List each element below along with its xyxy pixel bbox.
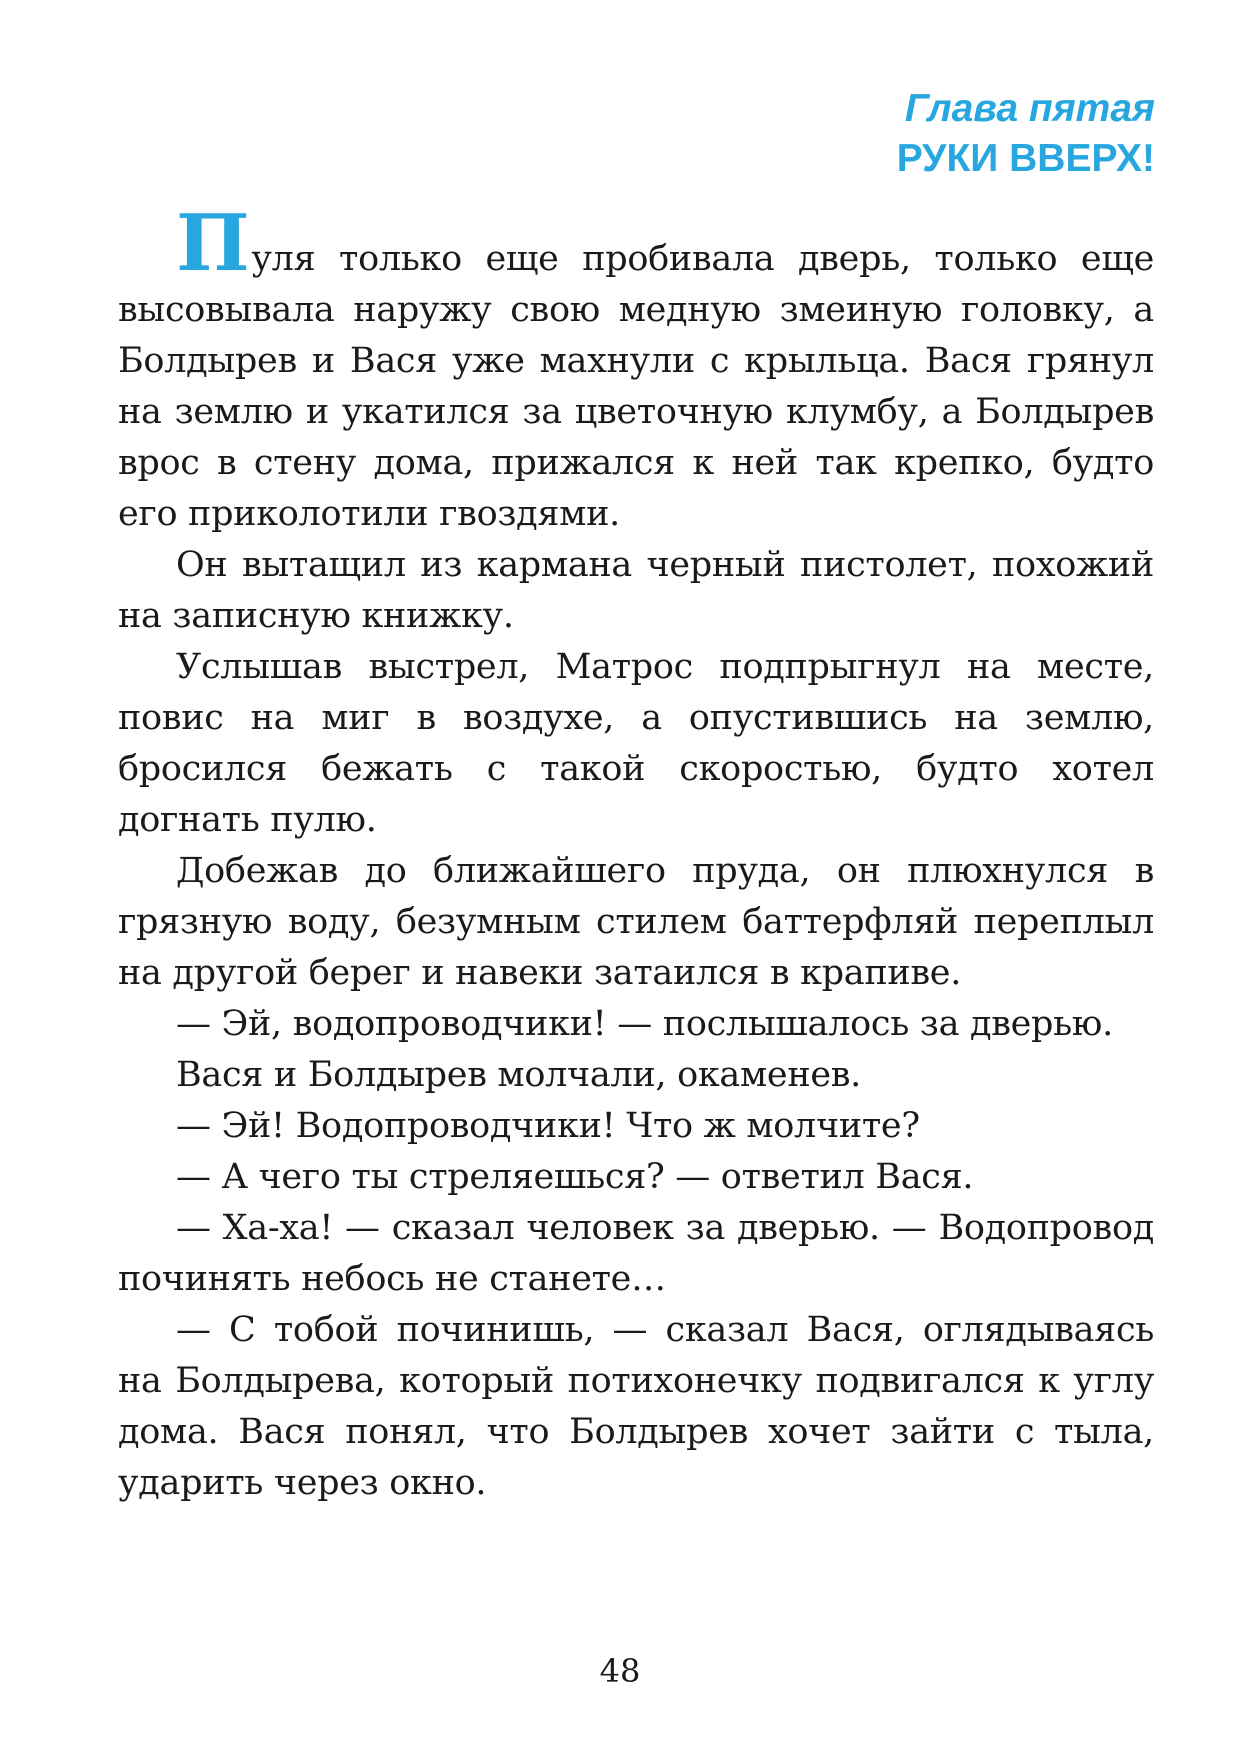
paragraph: — Эй! Водопроводчики! Что ж молчите?	[176, 1106, 920, 1146]
paragraph: Вася и Болдырев молчали, окаменев.	[176, 1055, 861, 1095]
chapter-text	[118, 198, 1154, 1509]
page-number: 48	[599, 1652, 641, 1690]
paragraph: Он вытащил из кармана черный пистолет, похожий на записную книжку.	[118, 545, 1154, 636]
paragraph: — С тобой починишь, — сказал Вася, оглядываясь на Болдырева, который потихонечку подвигался к углу дома. Вася понял, что Болдырев хочет зайти с тыла, ударить через окно.	[118, 1310, 1154, 1503]
chapter-title: РУКИ ВВЕРХ!	[896, 137, 1155, 180]
paragraph: — Эй, водопроводчики! — послышалось за дверью.	[176, 1004, 1113, 1044]
paragraph: — А чего ты стреляешься? — ответил Вася.	[176, 1157, 974, 1197]
paragraph: Добежав до ближайшего пруда, он плюхнулся в грязную воду, безумным стилем баттерфляй переплыл на другой берег и навеки затаился в крапиве.	[118, 851, 1154, 993]
paragraph: Услышав выстрел, Матрос подпрыгнул на месте, повис на миг в воздухе, а опустившись на землю, бросился бежать с такой скоростью, будто хотел догнать пулю.	[118, 647, 1154, 840]
drop-cap: П	[176, 198, 250, 289]
paragraph-text: уля только еще пробивала дверь, только еще высовывала наружу свою медную змеиную головку, а Болдырев и Вася уже махнули с крыльца. Вася грянул на землю и укатился за цветочную клумбу, а Болдырев врос в стену дома, прижался к ней так крепко, будто его приколотили гвоздями.	[118, 239, 1154, 534]
paragraph: — Ха-ха! — сказал человек за дверью. — Водопровод починять небось не станете…	[118, 1208, 1154, 1299]
paragraph	[118, 198, 1154, 540]
chapter-heading	[897, 84, 1155, 184]
chapter-number: Глава пятая	[904, 87, 1155, 130]
